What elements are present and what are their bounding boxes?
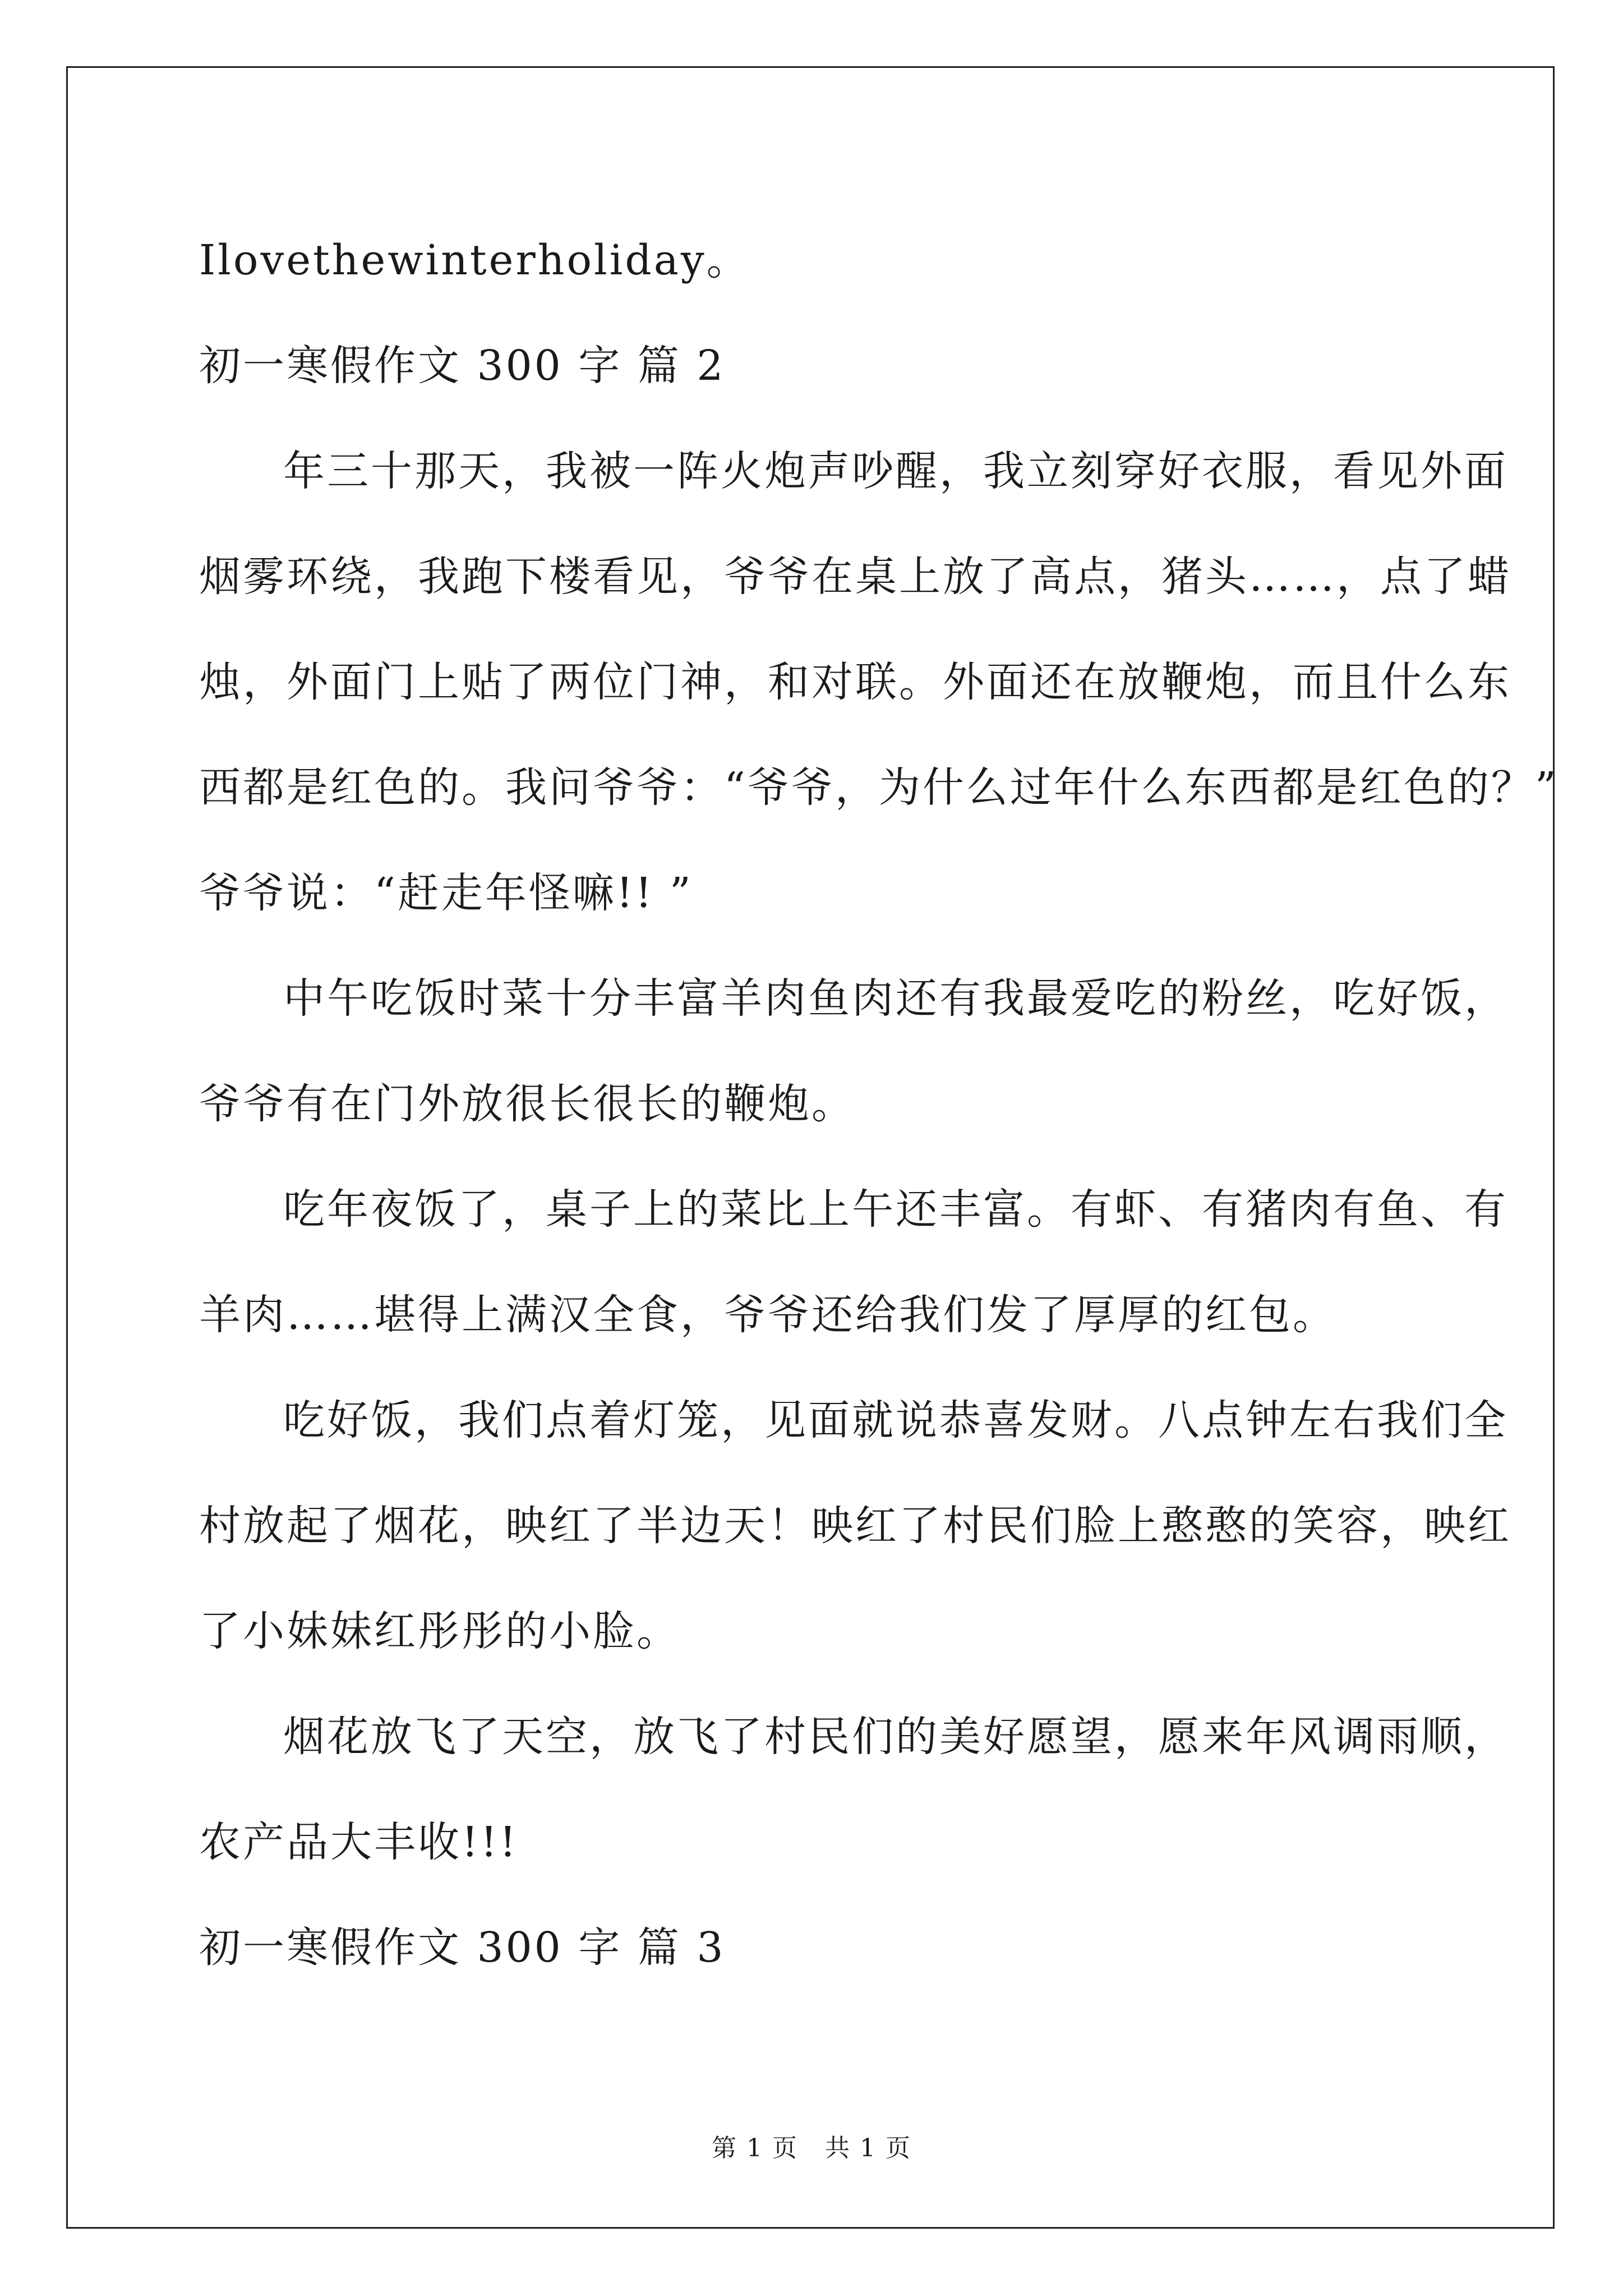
paragraph-line: 吃好饭，我们点着灯笼，见面就说恭喜发财。八点钟左右我们全 <box>283 1396 1508 1444</box>
paragraph-line: 爷爷说：“赶走年怪嘛!! ” <box>199 869 693 917</box>
paragraph-line: 农产品大丰收!!! <box>199 1818 519 1866</box>
paragraph-line: 烟花放飞了天空，放飞了村民们的美好愿望，愿来年风调雨顺， <box>283 1713 1508 1761</box>
paragraph-line: 吃年夜饭了，桌子上的菜比上午还丰富。有虾、有猪肉有鱼、有 <box>283 1185 1508 1234</box>
page-footer <box>0 2132 1623 2165</box>
paragraph-line: 了小妹妹红彤彤的小脸。 <box>199 1607 680 1655</box>
paragraph-line: 年三十那天，我被一阵火炮声吵醒，我立刻穿好衣服，看见外面 <box>283 447 1508 495</box>
page-number: 第 1 页 <box>712 2134 798 2162</box>
paragraph-line: 爷爷有在门外放很长很长的鞭炮。 <box>199 1080 855 1128</box>
paragraph-line: 羊肉……堪得上满汉全食，爷爷还给我们发了厚厚的红包。 <box>199 1291 1336 1339</box>
paragraph-line: 烟雾环绕，我跑下楼看见，爷爷在桌上放了高点，猪头……，点了蜡 <box>199 553 1511 601</box>
page-total: 共 1 页 <box>825 2134 911 2162</box>
paragraph-line: 中午吃饭时菜十分丰富羊肉鱼肉还有我最爱吃的粉丝，吃好饭， <box>283 974 1508 1023</box>
paragraph-line: 西都是红色的。我问爷爷：“爷爷，为什么过年什么东西都是红色的？” <box>199 763 1559 812</box>
paragraph-line: 烛，外面门上贴了两位门神，和对联。外面还在放鞭炮，而且什么东 <box>199 658 1511 706</box>
paragraph-line: Ilovethewinterholiday。 <box>199 236 750 284</box>
paragraph-line: 村放起了烟花，映红了半边天！映红了村民们脸上憨憨的笑容，映红 <box>199 1502 1511 1550</box>
section-heading: 初一寒假作文 300 字 篇 3 <box>199 1924 726 1972</box>
document-body <box>199 208 1559 2000</box>
section-heading: 初一寒假作文 300 字 篇 2 <box>199 342 726 390</box>
